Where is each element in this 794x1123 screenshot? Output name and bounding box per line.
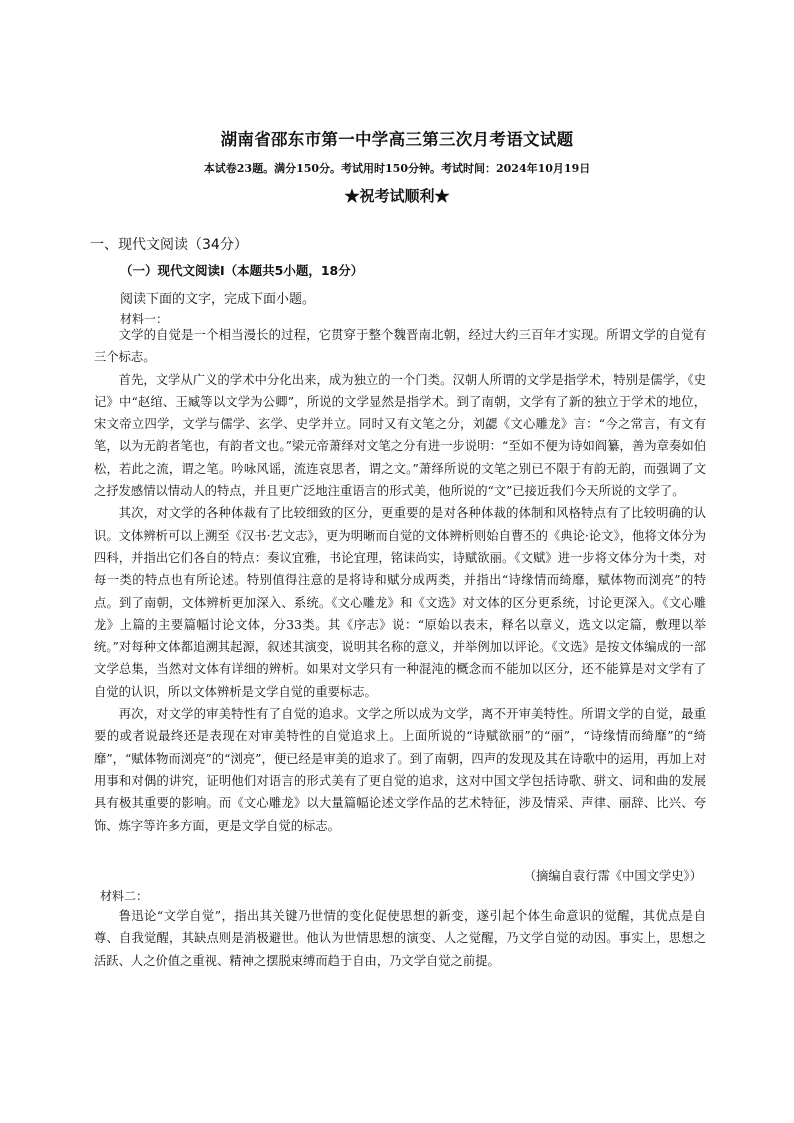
subsection-heading: （一）现代文阅读Ⅰ（本题共5小题，18分） xyxy=(120,263,364,278)
exam-info: 本试卷23题。满分150分。考试用时150分钟。考试时间：2024年10月19日 xyxy=(203,162,591,175)
material1-label: 材料一： xyxy=(120,312,169,326)
section-heading: 一、现代文阅读（34分） xyxy=(90,237,248,253)
material2-label: 材料二： xyxy=(100,889,149,903)
blessing-line: ★祝考试顺利★ xyxy=(344,187,450,205)
page-title: 湖南省邵东市第一中学高三第三次月考语文试题 xyxy=(220,130,574,149)
material1-paragraph: 其次，对文学的各种体裁有了比较细致的区分，更重要的是对各种体裁的体制和风格特点有了比较明确的认识。文体辨析可以上溯至《汉书·艺文志》，更为明晰而自觉的文体辨析则始自曹丕的《典论·论文》，他将文体分为四科，并指出它们各自的特点：奏议宜雅，书论宜理，铭诔尚实，诗赋欲丽。《文赋》进一步将文体分为十类，对每一类的特点也有所论述。特别值得注意的是将诗和赋分成两类，并指出“诗缘情而绮靡，赋体物而浏亮”的特点。到了南朝，文体辨析更加深入、系统。《文心雕龙》和《文选》对文体的区分更系统，讨论更深入。《文心雕龙》上篇的主要篇幅讨论文体，分33类。其《序志》说：“原始以表末，释名以章义，选文以定篇，敷理以举统。”对每种文体都追溯其起源，叙述其演变，说明其名称的意义，并举例加以评论。《文选》是按文体编成的一部文学总集，当然对文体有详细的辨析。如果对文学只有一种混沌的概念而不能加以区分，还不能算是对文学有了自觉的认识，所以文体辨析是文学自觉的重要标志。 xyxy=(94,506,706,699)
material1-paragraph: 再次，对文学的审美特性有了自觉的追求。文学之所以成为文学，离不开审美特性。所谓文学的自觉，最重要的或者说最终还是表现在对审美特性的自觉追求上。上面所说的“诗赋欲丽”的“丽”，“诗缘情而绮靡”的“绮靡”，“赋体物而浏亮”的“浏亮”，便已经是审美的追求了。到了南朝，四声的发现及其在诗歌中的运用，再加上对用事和对偶的讲究，证明他们对语言的形式美有了更自觉的追求，这对中国文学包括诗歌、骈文、词和曲的发展具有极其重要的影响。而《文心雕龙》以大量篇幅论述文学作品的艺术特征，涉及情采、声律、丽辞、比兴、夸饰、炼字等许多方面，更是文学自觉的标志。 xyxy=(94,707,706,833)
material1-paragraph: 首先，文学从广义的学术中分化出来，成为独立的一个门类。汉朝人所谓的文学是指学术，特别是儒学，《史记》中“赵绾、王臧等以文学为公卿”，所说的文学显然是指学术。到了南朝，文学有了新的独立于学术的地位，宋文帝立四学，文学与儒学、玄学、史学并立。同时又有文笔之分，刘勰《文心雕龙》言：“今之常言，有文有笔，以为无韵者笔也，有韵者文也。”梁元帝萧绎对文笔之分有进一步说明：“至如不便为诗如阎纂，善为章奏如伯松，若此之流，谓之笔。吟咏风谣，流连哀思者，谓之文。”萧绎所说的文笔之别已不限于有韵无韵，而强调了文之抒发感情以情动人的特点，并且更广泛地注重语言的形式美，他所说的“文”已接近我们今天所说的文学了。 xyxy=(94,372,706,499)
reading-instruction: 阅读下面的文字，完成下面小题。 xyxy=(120,292,316,307)
material2-body xyxy=(94,905,706,972)
material1-paragraph: 文学的自觉是一个相当漫长的过程，它贯穿于整个魏晋南北朝，经过大约三百年才实现。所谓文学的自觉有三个标志。 xyxy=(94,328,706,365)
material1-source: （摘编自袁行霈《中国文学史》） xyxy=(523,869,702,883)
material2-paragraph: 鲁迅论“文学自觉”，指出其关键乃世情的变化促使思想的新变，遂引起个体生命意识的觉醒，其优点是自尊、自我觉醒，其缺点则是消极避世。他认为世情思想的演变、人之觉醒，乃文学自觉的动因。事实上，思想之活跃、人之价值之重视、精神之摆脱束缚而趋于自由，乃文学自觉之前提。 xyxy=(94,909,706,968)
material1-body xyxy=(94,324,706,837)
